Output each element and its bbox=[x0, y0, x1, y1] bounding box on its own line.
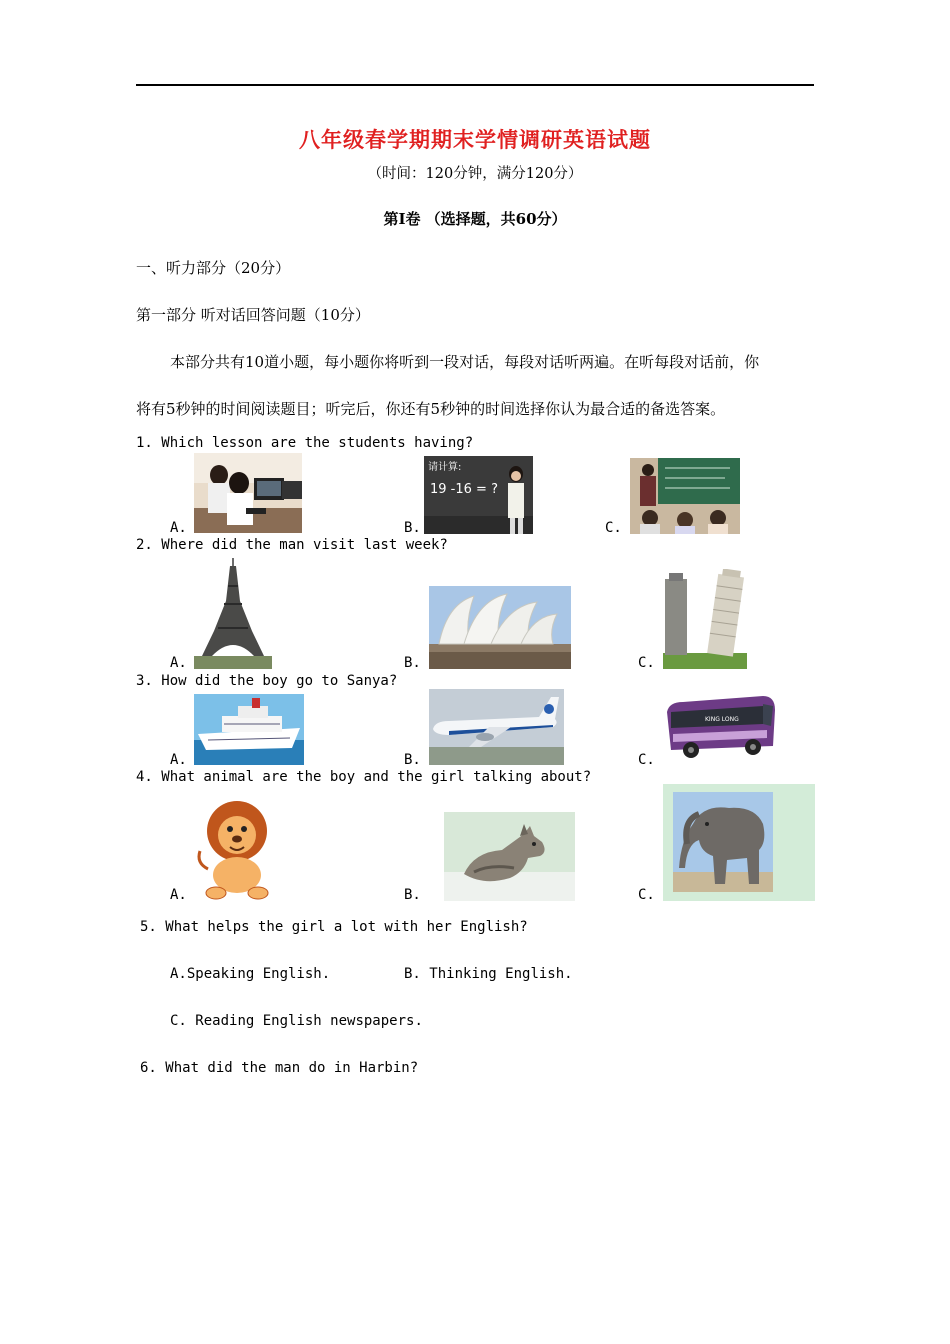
bus-brand-text: KING LONG bbox=[705, 716, 739, 723]
question-3: 3. How did the boy go to Sanya? bbox=[136, 673, 398, 689]
lion-cartoon bbox=[194, 797, 280, 901]
sub-part-heading: 第一部分 听对话回答问题（10分） bbox=[136, 306, 370, 324]
bus-photo bbox=[663, 690, 780, 765]
q5-option-b-label: B. bbox=[404, 966, 421, 982]
math-class-photo bbox=[424, 456, 533, 534]
section-heading: 第Ⅰ卷 （选择题，共60分） bbox=[383, 210, 567, 228]
q4-option-c-label: C. bbox=[638, 887, 655, 903]
question-4: 4. What animal are the boy and the girl talking about? bbox=[136, 769, 592, 785]
q2-option-b-label: B. bbox=[404, 655, 421, 671]
english-class-photo bbox=[630, 458, 740, 534]
elephant-photo bbox=[663, 784, 815, 901]
exam-subtitle: （时间：120分钟，满分120分） bbox=[367, 166, 583, 182]
q5-option-c bbox=[170, 1013, 423, 1029]
q5-option-c-label: C. bbox=[170, 1013, 187, 1029]
q2-option-a-label: A. bbox=[170, 655, 187, 671]
question-6: 6. What did the man do in Harbin? bbox=[140, 1060, 419, 1076]
q2-option-c-label: C. bbox=[638, 655, 655, 671]
q1-option-b-label: B. bbox=[404, 520, 421, 536]
q5-option-a-label: A. bbox=[170, 966, 187, 982]
question-2: 2. Where did the man visit last week? bbox=[136, 537, 448, 553]
wolf-photo bbox=[444, 812, 575, 901]
q4-option-b-label: B. bbox=[404, 887, 421, 903]
question-1: 1. Which lesson are the students having? bbox=[136, 435, 474, 451]
header-rule bbox=[136, 84, 814, 86]
q3-option-b-label: B. bbox=[404, 752, 421, 768]
q5-option-b bbox=[404, 966, 573, 982]
instructions-line-2: 将有5秒钟的时间阅读题目；听完后，你还有5秒钟的时间选择你认为最合适的备选答案。 bbox=[136, 400, 726, 418]
q3-option-a-label: A. bbox=[170, 752, 187, 768]
airplane-photo bbox=[429, 689, 564, 765]
leaning-tower-of-pisa-photo bbox=[663, 569, 747, 669]
q5-option-c-text: Reading English newspapers. bbox=[195, 1013, 423, 1029]
q5-option-b-text: Thinking English. bbox=[429, 966, 573, 982]
board-sum-text: 19 -16 = ? bbox=[430, 482, 498, 497]
sydney-opera-house-photo bbox=[429, 586, 571, 669]
part-heading: 一、听力部分（20分） bbox=[136, 259, 291, 277]
q3-option-c-label: C. bbox=[638, 752, 655, 768]
eiffel-tower-photo bbox=[194, 556, 272, 669]
q4-option-a-label: A. bbox=[170, 887, 187, 903]
q5-option-a bbox=[170, 966, 330, 982]
q1-option-a-label: A. bbox=[170, 520, 187, 536]
question-5: 5. What helps the girl a lot with her English? bbox=[140, 919, 528, 935]
computer-lab-photo bbox=[194, 453, 302, 533]
ship-photo bbox=[194, 694, 304, 765]
q5-option-a-text: Speaking English. bbox=[186, 966, 331, 982]
instructions-line-1: 本部分共有10道小题，每小题你将听到一段对话，每段对话听两遍。在听每段对话前，你 bbox=[170, 353, 760, 371]
exam-title: 八年级春学期期末学情调研英语试题 bbox=[299, 127, 651, 152]
board-heading-text: 请计算: bbox=[428, 462, 462, 473]
q1-option-c-label: C. bbox=[605, 520, 622, 536]
